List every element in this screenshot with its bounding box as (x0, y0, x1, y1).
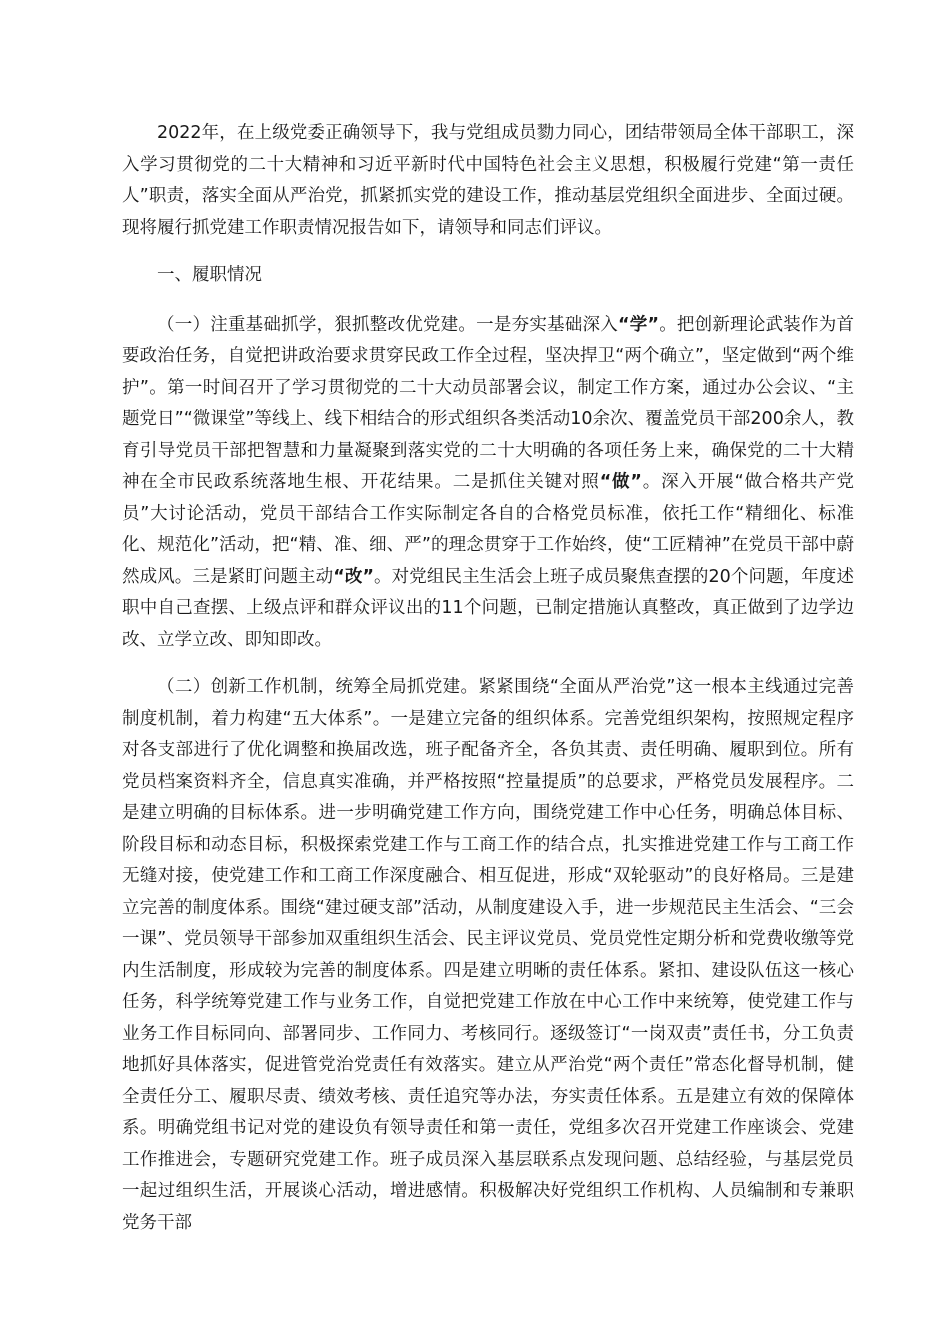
paragraph-text: 。对党组民主生活会上班子成员聚焦查摆的20个问题，年度述职中自己查摆、上级点评和群众评议出的11个问题，已制定措施认真整改，真正做到了边学边改、立学立改、即知即改。 (122, 566, 854, 650)
intro-paragraph: 2022年，在上级党委正确领导下，我与党组成员勠力同心，团结带领局全体干部职工，深入学习贯彻党的二十大精神和习近平新时代中国特色社会主义思想，积极履行党建“第一责任人”职责，落实全面从严治党，抓紧抓实党的建设工作，推动基层党组织全面进步、全面过硬。现将履行抓党建工作职责情况报告如下，请领导和同志们评议。 (122, 123, 854, 238)
emphasis-do: “做” (599, 472, 642, 492)
paragraph-text: 。把创新理论武装作为首要政治任务，自觉把讲政治要求贯穿民政工作全过程，坚决捍卫“两个确立”，坚定做到“两个维护”。第一时间召开了学习贯彻党的二十大动员部署会议，制定工作方案，通过办公会议、“主题党日”“微课堂”等线上、线下相结合的形式组织各类活动10余次、覆盖党员干部200余人，教育引导党员干部把智慧和力量凝聚到落实党的二十大明确的各项任务上来，确保党的二十大精神在全市民政系统落地生根、开花结果。二是抓住关键对照 (122, 314, 855, 492)
paragraph-work-mechanism: （二）创新工作机制，统筹全局抓党建。紧紧围绕“全面从严治党”这一根本主线通过完善制度机制，着力构建“五大体系”。一是建立完备的组织体系。完善党组织架构，按照规定程序对各支部进行了优化调整和换届改选，班子配备齐全，各负其责、责任明确、履职到位。所有党员档案资料齐全，信息真实准确，并严格按照“控量提质”的总要求，严格党员发展程序。二是建立明确的目标体系。进一步明确党建工作方向，围绕党建工作中心任务，明确总体目标、阶段目标和动态目标，积极探索党建工作与工商工作的结合点，扎实推进党建工作与工商工作无缝对接，使党建工作和工商工作深度融合、相互促进，形成“双轮驱动”的良好格局。三是建立完善的制度体系。围绕“建过硬支部”活动，从制度建设入手，进一步规范民主生活会、“三会一课”、党员领导干部参加双重组织生活会、民主评议党员、党员党性定期分析和党费收缴等党内生活制度，形成较为完善的制度体系。四是建立明晰的责任体系。紧扣、建设队伍这一核心任务，科学统筹党建工作与业务工作，自觉把党建工作放在中心工作中来统筹，使党建工作与业务工作目标同向、部署同步、工作同力、考核同行。逐级签订“一岗双责”责任书，分工负责地抓好具体落实，促进管党治党责任有效落实。建立从严治党“两个责任”常态化督导机制，健全责任分工、履职尽责、绩效考核、责任追究等办法，夯实责任体系。五是建立有效的保障体系。明确党组书记对党的建设负有领导责任和第一责任，党组多次召开党建工作座谈会、党建工作推进会，专题研究党建工作。班子成员深入基层联系点发现问题、总结经验，与基层党员一起过组织生活，开展谈心活动，增进感情。积极解决好党组织工作机构、人员编制和专兼职党务干部 (122, 677, 854, 1233)
emphasis-rectify: “改” (333, 566, 374, 587)
document-page (122, 118, 854, 1255)
section-heading-duty-performance: 一、履职情况 (157, 265, 262, 285)
paragraph-study-rectification (122, 310, 854, 657)
paragraph-text: 。深入开展“做合格共产党员”大讨论活动，党员干部结合工作实际制定各自的合格党员标准，依托工作“精细化、标准化、规范化”活动，把“精、准、细、严”的理念贯穿于工作始终，使“工匠精神”在党员干部中蔚然成风。三是紧盯问题主动 (122, 472, 854, 587)
emphasis-study: “学” (618, 314, 659, 335)
paragraph-text: （一）注重基础抓学，狠抓整改优党建。一是夯实基础深入 (157, 314, 618, 335)
